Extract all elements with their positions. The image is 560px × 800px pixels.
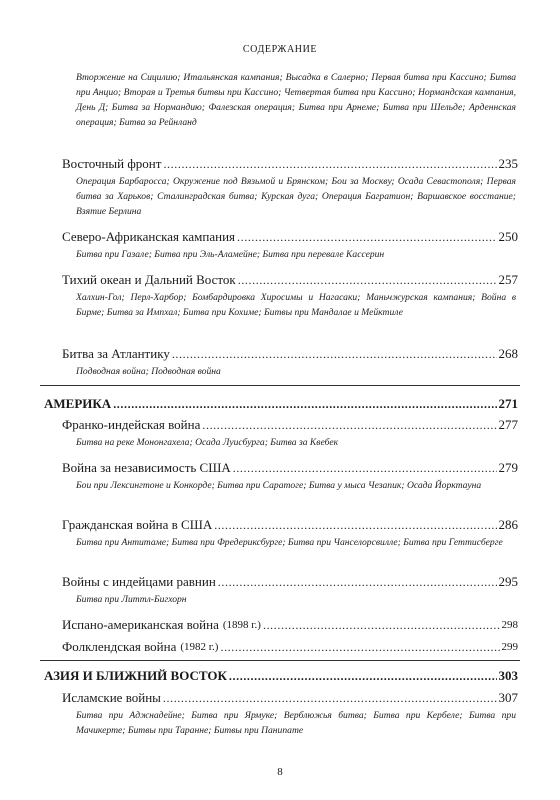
leader-dots: [263, 617, 500, 633]
leader-dots: [163, 156, 496, 172]
toc-part-asia-middle-east[interactable]: [44, 668, 518, 684]
toc-entry-north-african-campaign[interactable]: [62, 229, 518, 245]
entry-title: Фолклендская война: [62, 639, 177, 654]
entry-title: Войны с индейцами равнин: [62, 574, 216, 589]
leader-dots: [113, 396, 496, 412]
toc-entry-french-indian-war[interactable]: [62, 417, 518, 433]
entry-page: 307: [498, 690, 518, 705]
toc-entry-spanish-american-war[interactable]: [62, 617, 518, 633]
entry-page: 299: [501, 641, 518, 653]
toc-entry-eastern-front[interactable]: [62, 156, 518, 172]
leader-dots: [214, 517, 496, 533]
entry-subtopics: Подводная война; Подводная война: [76, 366, 221, 377]
entry-title: Северо-Африканская кампания: [62, 229, 236, 244]
toc-entry-islamic-wars[interactable]: [62, 690, 518, 706]
leader-dots: [237, 229, 496, 245]
entry-page: 268: [498, 346, 518, 361]
toc-entry-plains-indian-wars[interactable]: [62, 574, 518, 590]
entry-title: Война за независимость США: [62, 460, 231, 475]
toc-part-america[interactable]: [44, 396, 518, 412]
toc-entry-american-revolution[interactable]: [62, 460, 518, 476]
section-divider: [40, 385, 520, 386]
entry-title: Тихий океан и Дальний Восток: [62, 272, 236, 287]
entry-subtopics: Битва при Антитаме; Битва при Фредериксбурге; Битва при Чанселорсвилле; Битва при Геттисберге: [76, 537, 503, 548]
entry-subtopics: Халхин-Гол; Перл-Харбор; Бомбардировка Хиросимы и Нагасаки; Маньчжурская кампания; Война в Бирме; Битва за Импхал; Битва при Кохиме; Битвы при Мандалае и Мейктиле: [76, 292, 516, 318]
leader-dots: [229, 668, 497, 684]
toc-entry-american-civil-war[interactable]: [62, 517, 518, 533]
entry-title: Гражданская война в США: [62, 517, 213, 532]
entry-title: Битва за Атлантику: [62, 346, 170, 361]
leader-dots: [202, 417, 496, 433]
leader-dots: [238, 272, 497, 288]
toc-entry-battle-of-atlantic[interactable]: [62, 346, 518, 362]
entry-page: 286: [498, 517, 518, 532]
toc-entry-pacific-far-east[interactable]: [62, 272, 518, 288]
entry-year: (1982 г.): [180, 641, 219, 653]
entry-title: Восточный фронт: [62, 156, 162, 171]
entry-page: 295: [498, 574, 518, 589]
entry-page: 277: [498, 417, 518, 432]
leader-dots: [233, 460, 497, 476]
entry-title: Франко-индейская война: [62, 417, 201, 432]
part-page: 303: [498, 668, 518, 683]
entry-subtopics: Битва на реке Мононгахела; Осада Луисбурга; Битва за Квебек: [76, 437, 339, 448]
entry-title: Испано-американская война: [62, 617, 219, 632]
section-divider: [40, 660, 520, 661]
part-title: АЗИЯ И БЛИЖНИЙ ВОСТОК: [44, 668, 227, 683]
entry-page: 279: [498, 460, 518, 475]
entry-title: Исламские войны: [62, 690, 161, 705]
leader-dots: [172, 346, 497, 362]
leader-dots: [163, 690, 497, 706]
entry-page: 298: [501, 619, 518, 631]
running-head: СОДЕРЖАНИЕ: [242, 44, 318, 55]
entry-subtopics: Операция Барбаросса; Окружение под Вязьмой и Брянском; Бои за Москву; Осада Севастополя; Первая битва за Харьков; Сталинградская битва; Курская дуга; Операция Багратион; Варшавское восстание; Взятие Берлина: [76, 176, 516, 217]
entry-page: 257: [498, 272, 518, 287]
entry-subtopics: Битва при Литтл-Бигхорн: [76, 594, 187, 605]
entry-year: (1898 г.): [222, 619, 261, 631]
toc-entry-falklands-war[interactable]: [62, 639, 518, 655]
entry-page: 250: [498, 229, 518, 244]
entry-subtopics: Битва при Газале; Битва при Эль-Аламейне; Битва при перевале Кассерин: [76, 249, 385, 260]
leader-dots: [218, 574, 497, 590]
entry-page: 235: [498, 156, 518, 171]
page-number: 8: [277, 766, 283, 778]
part-page: 271: [498, 396, 518, 411]
continued-subentries: Вторжение на Сицилию; Итальянская кампания; Высадка в Салерно; Первая битва при Кассино; Битва при Анцио; Вторая и Третья битвы при Кассино; Четвертая битва при Кассино; Нормандская кампания, День Д; Битва за Нормандию; Фалезская операция; Битва при Арнеме; Битва при Шельде; Арденнская операция; Битва за Рейнланд: [76, 72, 516, 128]
leader-dots: [220, 639, 499, 655]
part-title: АМЕРИКА: [44, 396, 112, 411]
entry-subtopics: Битва при Аджнадейне; Битва при Ярмуке; Верблюжья битва; Битва при Кербеле; Битва при Мачикерте; Битвы при Таранне; Битвы при Панипате: [76, 710, 516, 736]
entry-subtopics: Бои при Лексингтоне и Конкорде; Битва при Саратоге; Битва у мыса Чезапик; Осада Йорктауна: [76, 480, 482, 491]
